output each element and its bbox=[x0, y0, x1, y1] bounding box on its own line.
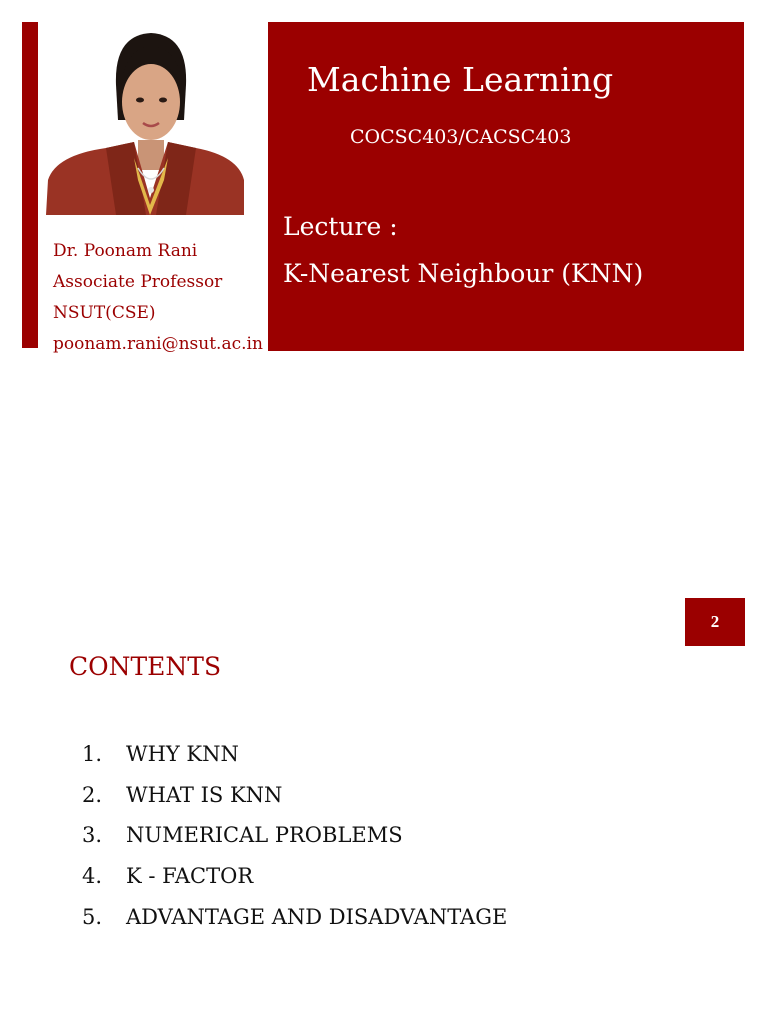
left-accent-strip bbox=[22, 22, 38, 348]
lecture-topic: K-Nearest Neighbour (KNN) bbox=[283, 259, 644, 288]
contents-heading: CONTENTS bbox=[69, 652, 222, 681]
author-email: poonam.rani@nsut.ac.in bbox=[53, 334, 263, 354]
contents-item-number: 5. bbox=[82, 904, 103, 929]
course-code: COCSC403/CACSC403 bbox=[350, 126, 572, 148]
course-title: Machine Learning bbox=[307, 60, 614, 99]
author-info bbox=[53, 236, 263, 360]
contents-item bbox=[82, 856, 507, 897]
contents-item-text: WHY KNN bbox=[126, 742, 239, 766]
author-designation: Associate Professor bbox=[53, 272, 223, 292]
contents-item-number: 3. bbox=[82, 823, 103, 848]
contents-item-number: 2. bbox=[82, 782, 103, 807]
author-department: NSUT(CSE) bbox=[53, 303, 156, 323]
contents-item-number: 4. bbox=[82, 864, 103, 889]
contents-item bbox=[82, 775, 507, 816]
contents-item-text: ADVANTAGE AND DISADVANTAGE bbox=[126, 904, 508, 929]
author-name: Dr. Poonam Rani bbox=[53, 241, 198, 261]
contents-item-number: 1. bbox=[82, 742, 103, 766]
page-number-badge: 2 bbox=[685, 598, 745, 646]
lecture-label: Lecture : bbox=[283, 212, 398, 241]
contents-item-text: K - FACTOR bbox=[126, 864, 254, 889]
contents-item bbox=[82, 897, 507, 938]
contents-item-text: WHAT IS KNN bbox=[126, 782, 283, 807]
author-photo bbox=[46, 30, 244, 215]
title-panel bbox=[268, 22, 744, 351]
contents-list bbox=[82, 734, 507, 937]
contents-item bbox=[82, 815, 507, 856]
contents-item-text: NUMERICAL PROBLEMS bbox=[126, 823, 403, 848]
contents-item bbox=[82, 734, 507, 775]
